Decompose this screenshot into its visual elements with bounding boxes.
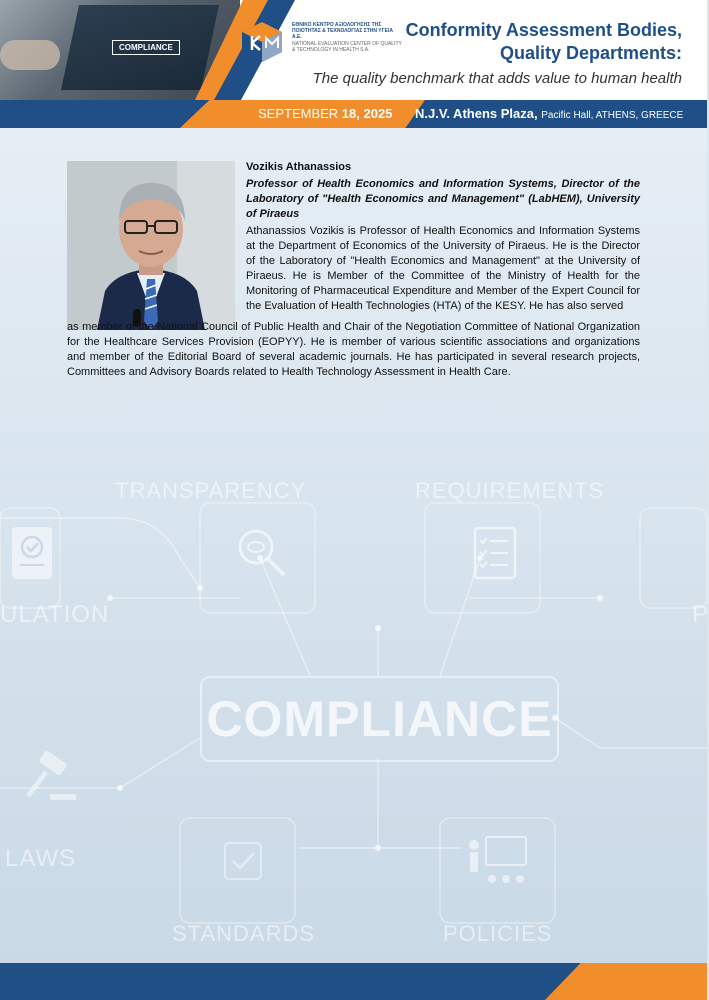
bg-word-edge: P [692,601,709,628]
speaker-name: Vozikis Athanassios [246,161,352,173]
certificate-icon [8,523,58,583]
presentation-icon [462,833,532,893]
event-date-day: 18, 2025 [341,106,393,121]
hand-check-icon [215,833,275,893]
bg-word-compliance: COMPLIANCE [200,676,559,762]
org-name-greek: ΕΘΝΙΚΟ ΚΕΝΤΡΟ ΑΞΙΟΛΟΓΗΣΗΣ ΤΗΣ ΠΟΙΟΤΗΤΑΣ & ΤΕΧΝΟΛΟΓΙΑΣ ΣΤΗΝ ΥΓΕΙΑ Α.Ε. [292,22,393,40]
event-date [258,106,392,121]
ekapty-logo [238,20,286,64]
speaker-photo [67,161,235,330]
bg-word-policies: POLICIES [443,921,553,946]
org-name-english: NATIONAL EVALUATION CENTER OF QUALITY & TECHNOLOGY IN HEALTH S.A. [292,41,402,53]
organization-name [292,22,402,53]
event-title-line1: Conformity Assessment Bodies, [405,20,682,40]
venue-detail: Pacific Hall, ATHENS, GREECE [541,110,684,121]
speaker-bio-part1: Athanassios Vozikis is Professor of Health Economics and Information Systems at the Department of Economics of the University of Piraeus. He is the Director of the Laboratory of "Health Economics and Management" at the University of Piraeus. He is Member of the Committee of the Ministry of Health for the Monitoring of Pharmaceutical Expenditure and Member of the Expert Council for the Evaluation of Health Technologies (HTA) of the KESY. He has also served [246,225,640,312]
checklist-icon [470,523,520,583]
bg-word-requirements: REQUIREMENTS [415,478,605,503]
venue-name: N.J.V. Athens Plaza, [415,106,538,121]
speaker-role: Professor of Health Economics and Information Systems, Director of the Laboratory of "Health Economics and Management" (LabHEM), University of Piraeus [246,178,640,220]
event-subtitle: The quality benchmark that adds value to human health [312,70,682,87]
speaker-portrait [67,161,235,330]
speaker-bio-part2: as member of the National Council of Public Health and Chair of the Negotiation Committee of National Organization for the Healthcare Services Provision (EOPYY). He is member of various scientific associations and organizations and member of the Editorial Board of several academic journals. He has participated in several research projects, Committees and Advisory Boards related to Health Technology Assessment in Health Care. [67,321,640,378]
event-date-month: SEPTEMBER [258,106,342,121]
event-title-line2: Quality Departments: [499,43,682,63]
bg-word-transparency: TRANSPARENCY [115,478,307,503]
photo-hand [0,40,60,70]
gavel-icon [20,748,80,808]
bg-word-regulation: ULATION [0,601,110,628]
photo-compliance-label: COMPLIANCE [112,40,180,55]
bg-word-standards: STANDARDS [172,921,316,946]
magnifier-icon [232,523,292,583]
bg-word-laws: LAWS [5,845,77,872]
event-venue [415,106,683,121]
